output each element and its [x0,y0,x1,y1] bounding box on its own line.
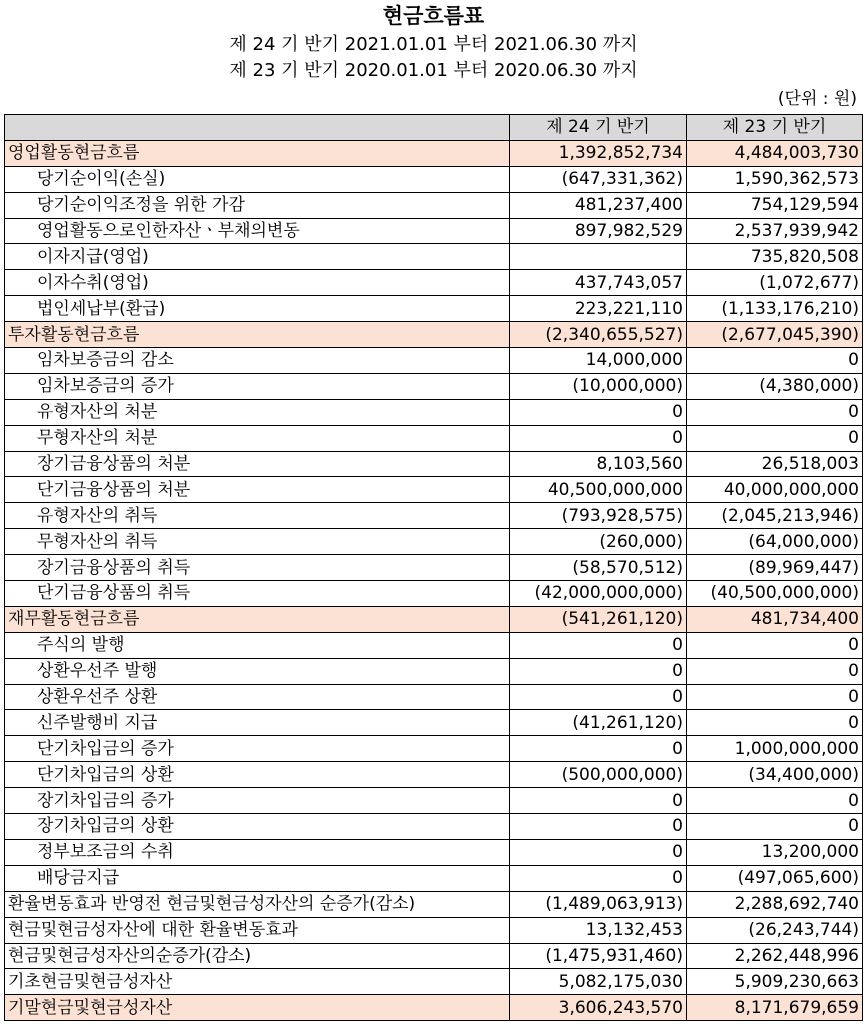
value-previous-period: (64,000,000) [687,529,863,555]
table-header-row [5,115,863,141]
row-label: 환율변동효과 반영전 현금및현금성자산의 순증가(감소) [5,891,510,917]
value-previous-period: 2,288,692,740 [687,891,863,917]
value-previous-period: 0 [687,399,863,425]
value-previous-period: 40,000,000,000 [687,477,863,503]
value-previous-period: (40,500,000,000) [687,581,863,607]
row-label: 법인세납부(환급) [5,296,510,322]
table-row [5,684,863,710]
row-label: 단기차입금의 상환 [5,762,510,788]
value-current-period: 897,982,529 [510,218,687,244]
table-row [5,373,863,399]
header-current-period: 제 24 기 반기 [510,115,687,141]
value-previous-period: (1,133,176,210) [687,296,863,322]
row-label: 유형자산의 처분 [5,399,510,425]
value-current-period: 0 [510,788,687,814]
table-row [5,270,863,296]
value-current-period: 0 [510,632,687,658]
value-current-period: (58,570,512) [510,555,687,581]
value-previous-period: 0 [687,788,863,814]
value-current-period: (1,489,063,913) [510,891,687,917]
table-row [5,555,863,581]
row-label: 단기금융상품의 처분 [5,477,510,503]
value-current-period: (541,261,120) [510,606,687,632]
period-current: 제 24 기 반기 2021.01.01 부터 2021.06.30 까지 [229,34,638,55]
value-previous-period: 0 [687,425,863,451]
value-previous-period: (2,677,045,390) [687,322,863,348]
table-row [5,762,863,788]
value-previous-period: (34,400,000) [687,762,863,788]
value-previous-period: 1,000,000,000 [687,736,863,762]
value-current-period: (10,000,000) [510,373,687,399]
value-current-period: 437,743,057 [510,270,687,296]
table-row [5,529,863,555]
table-row [5,218,863,244]
table-row [5,710,863,736]
table-row [5,322,863,348]
value-current-period: (260,000) [510,529,687,555]
row-label: 투자활동현금흐름 [5,322,510,348]
table-row [5,814,863,840]
row-label: 장기금융상품의 취득 [5,555,510,581]
value-current-period: 8,103,560 [510,451,687,477]
row-label: 유형자산의 취득 [5,503,510,529]
value-previous-period: (26,243,744) [687,917,863,943]
table-row [5,839,863,865]
row-label: 현금및현금성자산에 대한 환율변동효과 [5,917,510,943]
row-label: 장기차입금의 상환 [5,814,510,840]
table-row [5,166,863,192]
value-previous-period: 481,734,400 [687,606,863,632]
row-label: 무형자산의 취득 [5,529,510,555]
value-previous-period: 0 [687,814,863,840]
row-label: 임차보증금의 증가 [5,373,510,399]
table-row [5,788,863,814]
row-label: 상환우선주 발행 [5,658,510,684]
header-previous-period: 제 23 기 반기 [687,115,863,141]
table-row [5,943,863,969]
table-row [5,348,863,374]
value-current-period: 0 [510,865,687,891]
value-current-period: (2,340,655,527) [510,322,687,348]
value-current-period: (793,928,575) [510,503,687,529]
table-row [5,658,863,684]
row-label: 정부보조금의 수취 [5,839,510,865]
row-label: 당기순이익(손실) [5,166,510,192]
row-label: 신주발행비 지급 [5,710,510,736]
table-row [5,425,863,451]
row-label: 이자지급(영업) [5,244,510,270]
value-previous-period: (1,072,677) [687,270,863,296]
table-row [5,632,863,658]
table-row [5,581,863,607]
header-item [5,115,510,141]
table-row [5,891,863,917]
value-current-period: (42,000,000,000) [510,581,687,607]
value-current-period: (41,261,120) [510,710,687,736]
row-label: 이자수취(영업) [5,270,510,296]
row-label: 당기순이익조정을 위한 가감 [5,192,510,218]
value-current-period: 0 [510,839,687,865]
value-previous-period: 735,820,508 [687,244,863,270]
value-previous-period: 754,129,594 [687,192,863,218]
value-previous-period: 2,537,939,942 [687,218,863,244]
row-label: 상환우선주 상환 [5,684,510,710]
table-row [5,865,863,891]
table-row [5,606,863,632]
value-previous-period: (89,969,447) [687,555,863,581]
value-current-period: 481,237,400 [510,192,687,218]
value-current-period: 0 [510,684,687,710]
value-current-period: (500,000,000) [510,762,687,788]
table-row [5,917,863,943]
row-label: 기초현금및현금성자산 [5,969,510,995]
value-previous-period: 0 [687,658,863,684]
value-previous-period: 13,200,000 [687,839,863,865]
value-current-period: 13,132,453 [510,917,687,943]
value-current-period: 0 [510,658,687,684]
row-label: 주식의 발행 [5,632,510,658]
value-previous-period: 1,590,362,573 [687,166,863,192]
row-label: 장기금융상품의 처분 [5,451,510,477]
row-label: 현금및현금성자산의순증가(감소) [5,943,510,969]
statement-title: 현금흐름표 [382,4,485,28]
value-current-period: 5,082,175,030 [510,969,687,995]
value-previous-period: 0 [687,710,863,736]
value-previous-period: 4,484,003,730 [687,140,863,166]
row-label: 영업활동으로인한자산ㆍ부채의변동 [5,218,510,244]
table-row [5,244,863,270]
value-current-period: 40,500,000,000 [510,477,687,503]
value-previous-period: (4,380,000) [687,373,863,399]
value-current-period: 0 [510,736,687,762]
table-row [5,296,863,322]
row-label: 장기차입금의 증가 [5,788,510,814]
value-current-period: 3,606,243,570 [510,995,687,1021]
table-row [5,969,863,995]
value-previous-period: (2,045,213,946) [687,503,863,529]
value-current-period: 0 [510,399,687,425]
value-previous-period: 0 [687,684,863,710]
table-row [5,995,863,1021]
value-current-period: 14,000,000 [510,348,687,374]
value-current-period: 223,221,110 [510,296,687,322]
value-current-period [510,244,687,270]
table-row [5,736,863,762]
table-row [5,451,863,477]
value-previous-period: 2,262,448,996 [687,943,863,969]
period-previous: 제 23 기 반기 2020.01.01 부터 2020.06.30 까지 [229,60,638,81]
table-row [5,477,863,503]
table-row [5,399,863,425]
value-previous-period: 26,518,003 [687,451,863,477]
value-previous-period: 0 [687,348,863,374]
value-previous-period: 5,909,230,663 [687,969,863,995]
row-label: 배당금지급 [5,865,510,891]
row-label: 재무활동현금흐름 [5,606,510,632]
table-row [5,192,863,218]
value-current-period: 1,392,852,734 [510,140,687,166]
unit-label: (단위 : 원) [777,89,857,109]
value-current-period: (647,331,362) [510,166,687,192]
value-previous-period: 8,171,679,659 [687,995,863,1021]
value-current-period: 0 [510,425,687,451]
row-label: 영업활동현금흐름 [5,140,510,166]
table-row [5,140,863,166]
value-current-period: (1,475,931,460) [510,943,687,969]
cash-flow-table [4,114,863,1021]
table-body [5,140,863,1020]
row-label: 무형자산의 처분 [5,425,510,451]
value-current-period: 0 [510,814,687,840]
table-row [5,503,863,529]
row-label: 임차보증금의 감소 [5,348,510,374]
value-previous-period: (497,065,600) [687,865,863,891]
value-previous-period: 0 [687,632,863,658]
row-label: 단기차입금의 증가 [5,736,510,762]
row-label: 단기금융상품의 취득 [5,581,510,607]
row-label: 기말현금및현금성자산 [5,995,510,1021]
